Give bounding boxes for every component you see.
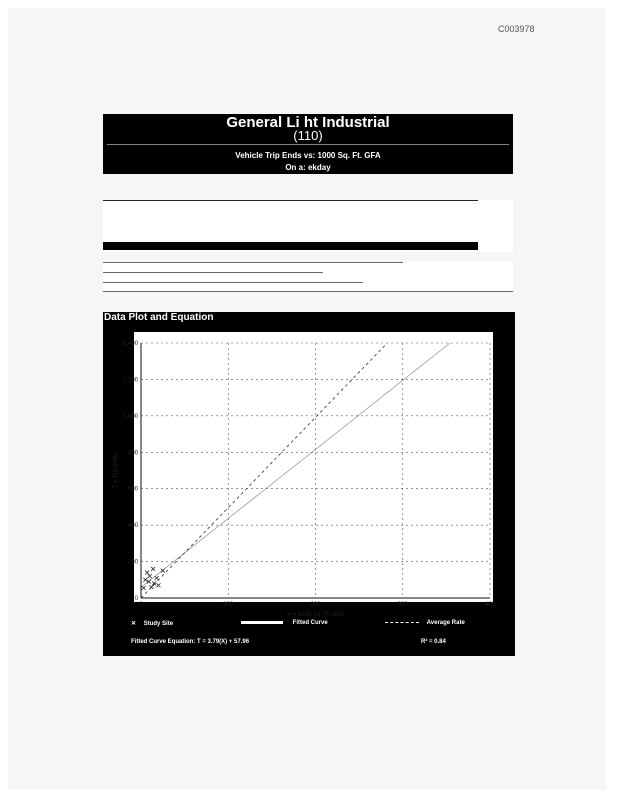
x-tick-label: 0 xyxy=(139,602,143,608)
y-tick-label: 1,200 xyxy=(122,377,138,384)
divider xyxy=(103,291,513,292)
y-tick-label: 400 xyxy=(127,523,138,530)
study-site-point xyxy=(142,586,146,590)
y-tick-label: 200 xyxy=(127,559,138,566)
study-site-point xyxy=(156,583,160,587)
document-id: C003978 xyxy=(498,24,535,34)
land-use-code: (110) xyxy=(293,128,323,143)
data-table-box xyxy=(103,262,513,292)
legend-fitted-curve xyxy=(241,620,328,626)
study-site-point xyxy=(145,571,149,575)
legend-study-site-label: Study Site xyxy=(143,621,174,627)
y-axis-label: T = Trip Ends xyxy=(113,452,119,489)
study-site-point xyxy=(149,585,153,589)
dashed-line-icon xyxy=(385,622,419,623)
divider xyxy=(103,282,363,283)
plot-section-title: Data Plot and Equation xyxy=(104,312,214,323)
average-rate-line xyxy=(141,343,387,598)
banner-divider xyxy=(107,144,509,145)
solid-line-icon xyxy=(241,621,283,624)
data-plot-panel xyxy=(103,312,515,656)
study-site-point xyxy=(148,574,152,578)
x-tick-label: 200 xyxy=(310,602,321,608)
legend-study-site xyxy=(131,620,173,627)
legend-average-rate xyxy=(385,620,465,626)
scatter-chart xyxy=(103,312,515,656)
fitted-curve-equation: Fitted Curve Equation: T = 3.79(X) + 57.96 xyxy=(131,639,250,645)
legend-average-rate-label: Average Rate xyxy=(426,620,465,626)
y-tick-label: 0 xyxy=(134,596,138,602)
y-tick-label: 800 xyxy=(127,450,138,457)
independent-variable-label: Vehicle Trip Ends vs: 1000 Sq. Ft. GFA xyxy=(235,151,381,160)
land-use-title: General Li ht Industrial xyxy=(226,114,390,131)
y-tick-label: 600 xyxy=(127,486,138,493)
title-banner xyxy=(103,114,513,174)
x-axis-label: X = 1000 Sq. Ft. GFA xyxy=(286,612,345,618)
study-site-point xyxy=(155,576,159,580)
statistics-header-bar xyxy=(103,242,478,250)
cross-marker-icon: ✕ xyxy=(131,621,137,627)
x-tick-label: 100 xyxy=(223,602,234,608)
data-statistics-box xyxy=(103,200,513,252)
study-site-point xyxy=(161,569,165,573)
legend-fitted-curve-label: Fitted Curve xyxy=(292,620,328,626)
y-tick-label: 1,000 xyxy=(122,413,138,420)
y-tick-label: 1,400 xyxy=(122,341,138,347)
time-period-label: On a: ekday xyxy=(285,163,331,172)
x-tick-label: 300 xyxy=(397,602,408,608)
r-squared-value: R² = 0.84 xyxy=(421,639,446,645)
divider xyxy=(103,272,323,273)
study-site-point xyxy=(151,567,155,571)
x-tick-label: 400 xyxy=(484,602,496,608)
divider xyxy=(103,200,478,201)
divider xyxy=(103,262,403,263)
